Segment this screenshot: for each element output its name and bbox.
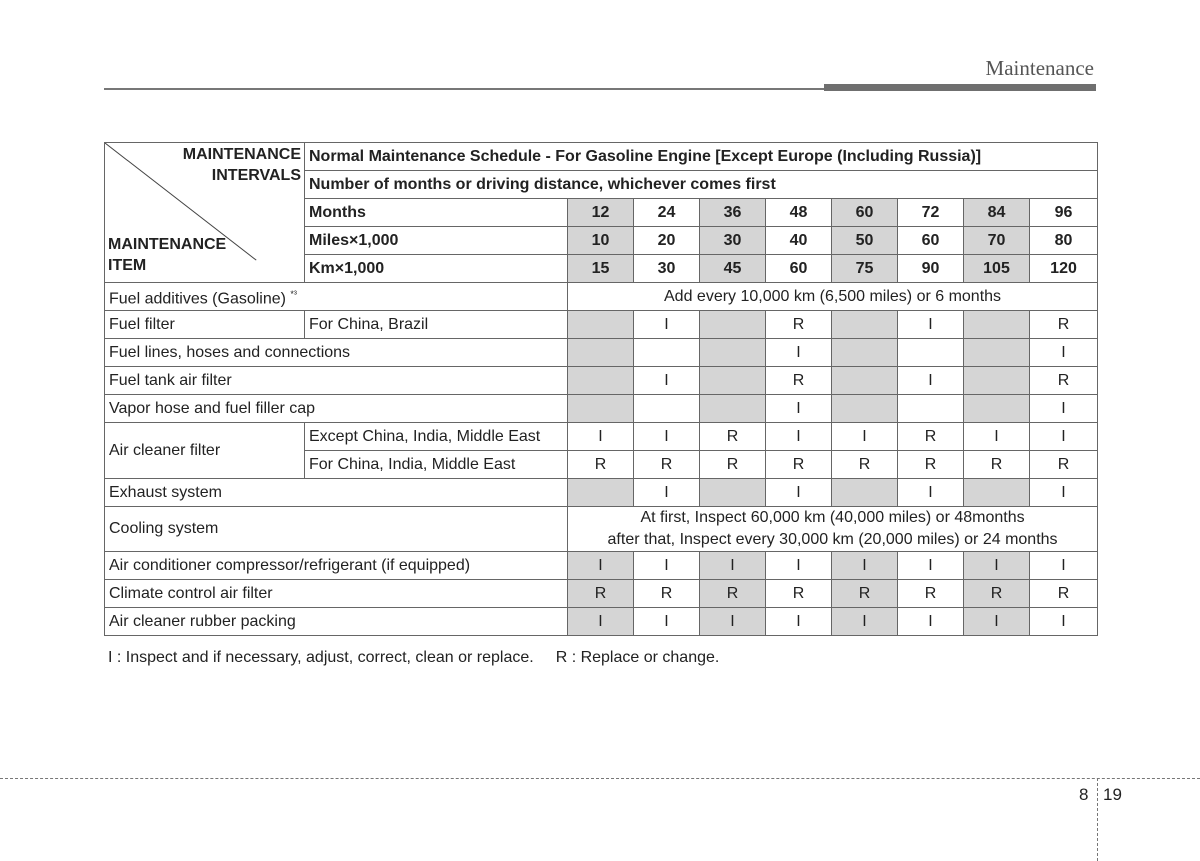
schedule-cell: [568, 339, 634, 367]
page-number: 19: [1103, 785, 1122, 804]
schedule-cell: I: [634, 552, 700, 580]
schedule-cell: R: [700, 423, 766, 451]
schedule-cell: I: [898, 608, 964, 636]
schedule-cell: R: [766, 580, 832, 608]
interval-value: 48: [766, 199, 832, 227]
schedule-cell: I: [964, 608, 1030, 636]
interval-value: 70: [964, 227, 1030, 255]
table-subtitle: Number of months or driving distance, whichever comes first: [305, 171, 1098, 199]
schedule-cell: R: [568, 451, 634, 479]
schedule-cell: I: [634, 311, 700, 339]
schedule-cell: I: [964, 423, 1030, 451]
table-title: Normal Maintenance Schedule - For Gasoline Engine [Except Europe (Including Russia)]: [305, 143, 1098, 171]
item-note-line2: after that, Inspect every 30,000 km (20,000 miles) or 24 months: [607, 531, 1058, 548]
intervals-header-line2: INTERVALS: [211, 167, 301, 184]
interval-value: 60: [766, 255, 832, 283]
item-label: Cooling system: [105, 507, 568, 552]
chapter-number: 8: [1079, 785, 1089, 804]
interval-label: Months: [305, 199, 568, 227]
schedule-cell: R: [898, 580, 964, 608]
interval-value: 120: [1030, 255, 1098, 283]
item-label: Fuel tank air filter: [105, 367, 568, 395]
schedule-cell: I: [634, 479, 700, 507]
table-row: [105, 339, 1098, 367]
item-label-text: Fuel additives (Gasoline): [109, 290, 291, 308]
schedule-cell: I: [1030, 479, 1098, 507]
schedule-cell: [832, 339, 898, 367]
schedule-cell: [700, 311, 766, 339]
schedule-cell: [568, 311, 634, 339]
item-label: Exhaust system: [105, 479, 568, 507]
item-sub-label: For China, Brazil: [305, 311, 568, 339]
item-label: Fuel filter: [105, 311, 305, 339]
item-label: Fuel lines, hoses and connections: [105, 339, 568, 367]
schedule-cell: I: [766, 479, 832, 507]
schedule-cell: R: [1030, 451, 1098, 479]
schedule-cell: [700, 339, 766, 367]
schedule-cell: [700, 395, 766, 423]
schedule-cell: [964, 479, 1030, 507]
schedule-cell: I: [898, 367, 964, 395]
interval-value: 60: [898, 227, 964, 255]
schedule-cell: R: [1030, 311, 1098, 339]
item-label: Air cleaner rubber packing: [105, 608, 568, 636]
schedule-cell: [634, 339, 700, 367]
schedule-cell: R: [832, 580, 898, 608]
interval-value: 80: [1030, 227, 1098, 255]
schedule-cell: I: [634, 367, 700, 395]
item-note: [568, 507, 1098, 552]
schedule-cell: I: [1030, 395, 1098, 423]
item-label: Air cleaner filter: [105, 423, 305, 479]
interval-value: 15: [568, 255, 634, 283]
schedule-cell: I: [832, 423, 898, 451]
schedule-cell: I: [832, 552, 898, 580]
table-row: [105, 311, 1098, 339]
item-label: Vapor hose and fuel filler cap: [105, 395, 568, 423]
interval-value: 72: [898, 199, 964, 227]
footnote-marker: *³: [290, 288, 297, 299]
schedule-cell: I: [634, 608, 700, 636]
schedule-cell: I: [568, 552, 634, 580]
footer-divider: [0, 778, 1200, 779]
interval-value: 30: [634, 255, 700, 283]
table-row: [105, 395, 1098, 423]
interval-label: Km×1,000: [305, 255, 568, 283]
interval-value: 40: [766, 227, 832, 255]
item-label: [105, 283, 568, 311]
table-row: [105, 283, 1098, 311]
schedule-cell: [964, 311, 1030, 339]
schedule-cell: [568, 479, 634, 507]
legend-inspect: I : Inspect and if necessary, adjust, correct, clean or replace.: [108, 649, 534, 666]
schedule-cell: R: [700, 580, 766, 608]
schedule-cell: [964, 339, 1030, 367]
interval-value: 45: [700, 255, 766, 283]
schedule-cell: I: [700, 608, 766, 636]
schedule-cell: I: [568, 608, 634, 636]
schedule-cell: I: [1030, 552, 1098, 580]
schedule-cell: [568, 367, 634, 395]
table-row: [105, 552, 1098, 580]
schedule-cell: R: [832, 451, 898, 479]
schedule-cell: I: [766, 608, 832, 636]
schedule-cell: I: [568, 423, 634, 451]
maintenance-schedule-table: [104, 142, 1098, 636]
schedule-cell: R: [898, 423, 964, 451]
interval-value: 84: [964, 199, 1030, 227]
interval-label: Miles×1,000: [305, 227, 568, 255]
interval-value: 90: [898, 255, 964, 283]
schedule-cell: I: [898, 479, 964, 507]
interval-value: 10: [568, 227, 634, 255]
schedule-cell: [964, 395, 1030, 423]
table-row: [105, 479, 1098, 507]
schedule-cell: I: [1030, 608, 1098, 636]
schedule-cell: [898, 395, 964, 423]
schedule-cell: R: [766, 451, 832, 479]
item-note: Add every 10,000 km (6,500 miles) or 6 months: [568, 283, 1098, 311]
schedule-cell: R: [1030, 367, 1098, 395]
footer-vertical-divider: [1097, 778, 1098, 861]
interval-value: 50: [832, 227, 898, 255]
interval-value: 96: [1030, 199, 1098, 227]
schedule-cell: I: [1030, 339, 1098, 367]
schedule-cell: R: [634, 580, 700, 608]
item-note-line1: At first, Inspect 60,000 km (40,000 miles) or 48months: [640, 509, 1025, 526]
schedule-cell: [832, 367, 898, 395]
interval-value: 60: [832, 199, 898, 227]
item-label: Air conditioner compressor/refrigerant (if equipped): [105, 552, 568, 580]
schedule-cell: [898, 339, 964, 367]
interval-value: 36: [700, 199, 766, 227]
item-sub-label: Except China, India, Middle East: [305, 423, 568, 451]
schedule-cell: [700, 479, 766, 507]
schedule-cell: I: [832, 608, 898, 636]
intervals-header: [183, 144, 301, 186]
schedule-cell: I: [634, 423, 700, 451]
interval-value: 24: [634, 199, 700, 227]
intervals-header-line1: MAINTENANCE: [182, 146, 301, 163]
schedule-cell: [964, 367, 1030, 395]
schedule-cell: I: [1030, 423, 1098, 451]
schedule-cell: [832, 479, 898, 507]
schedule-cell: R: [898, 451, 964, 479]
schedule-cell: I: [700, 552, 766, 580]
schedule-cell: I: [964, 552, 1030, 580]
table-row: [105, 608, 1098, 636]
schedule-cell: R: [766, 367, 832, 395]
item-header-line2: ITEM: [108, 257, 147, 274]
schedule-cell: I: [898, 552, 964, 580]
schedule-cell: I: [766, 552, 832, 580]
schedule-cell: R: [964, 580, 1030, 608]
schedule-cell: R: [766, 311, 832, 339]
schedule-cell: I: [766, 423, 832, 451]
table-row: [105, 423, 1098, 451]
interval-value: 105: [964, 255, 1030, 283]
section-title: Maintenance: [985, 56, 1094, 80]
legend-replace: R : Replace or change.: [555, 649, 720, 666]
table-corner-header: [105, 143, 305, 283]
schedule-cell: [832, 395, 898, 423]
schedule-cell: R: [964, 451, 1030, 479]
interval-value: 20: [634, 227, 700, 255]
item-sub-label: For China, India, Middle East: [305, 451, 568, 479]
table-row: [105, 507, 1098, 552]
schedule-cell: I: [898, 311, 964, 339]
item-label: Climate control air filter: [105, 580, 568, 608]
schedule-cell: R: [1030, 580, 1098, 608]
schedule-cell: [568, 395, 634, 423]
schedule-cell: [700, 367, 766, 395]
schedule-cell: R: [634, 451, 700, 479]
legend: [108, 649, 719, 667]
interval-value: 30: [700, 227, 766, 255]
table-row: [105, 580, 1098, 608]
table-title-row: [105, 143, 1098, 171]
item-header: [108, 234, 226, 276]
interval-value: 12: [568, 199, 634, 227]
schedule-cell: [634, 395, 700, 423]
schedule-cell: [832, 311, 898, 339]
schedule-cell: R: [700, 451, 766, 479]
schedule-cell: I: [766, 395, 832, 423]
table-row: [105, 367, 1098, 395]
schedule-cell: R: [568, 580, 634, 608]
header-rule-accent: [824, 84, 1096, 91]
interval-value: 75: [832, 255, 898, 283]
item-header-line1: MAINTENANCE: [108, 236, 227, 253]
schedule-cell: I: [766, 339, 832, 367]
